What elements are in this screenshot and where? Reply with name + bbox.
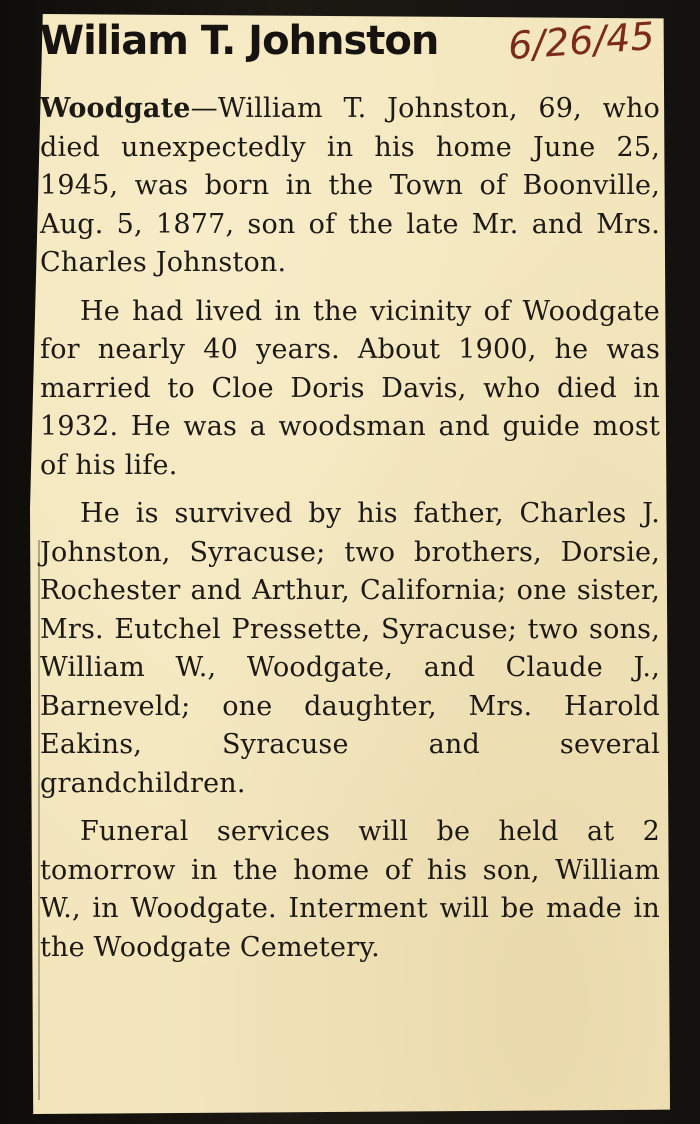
obituary-headline: Wiliam T. Johnston (40, 18, 439, 64)
obituary-paragraph-3: He is survived by his father, Charles J. Johnston, Syracuse; two brothers, Dorsie, Rochester and Arthur, California; one sister, Mrs. Eutchel Pressette, Syracuse; two sons, William W., Woodgate, and Claude J., Barneveld; one daughter, Mrs. Harold Eakins, Syracuse and several grandchildren. (40, 498, 660, 799)
handwritten-date: 6/26/45 (506, 13, 656, 69)
obituary-paragraph-4: Funeral services will be held at 2 tomorrow in the home of his son, William W., in Woodgate. Interment will be made in the Woodgate Cemetery. (40, 816, 660, 963)
headline-row (40, 13, 660, 80)
obituary-paragraph-2: He had lived in the vicinity of Woodgate for nearly 40 years. About 1900, he was married to Cloe Doris Davis, who died in 1932. He was a woodsman and guide most of his life. (40, 295, 660, 481)
clipping-content (40, 13, 660, 977)
obituary-paragraph-1 (40, 90, 660, 283)
paragraph-1-text: —William T. Johnston, 69, who died unexpectedly in his home June 25, 1945, was born in the Town of Boonville, Aug. 5, 1877, son of the late Mr. and Mrs. Charles Johnston. (40, 93, 660, 278)
dateline: Woodgate (40, 93, 191, 124)
